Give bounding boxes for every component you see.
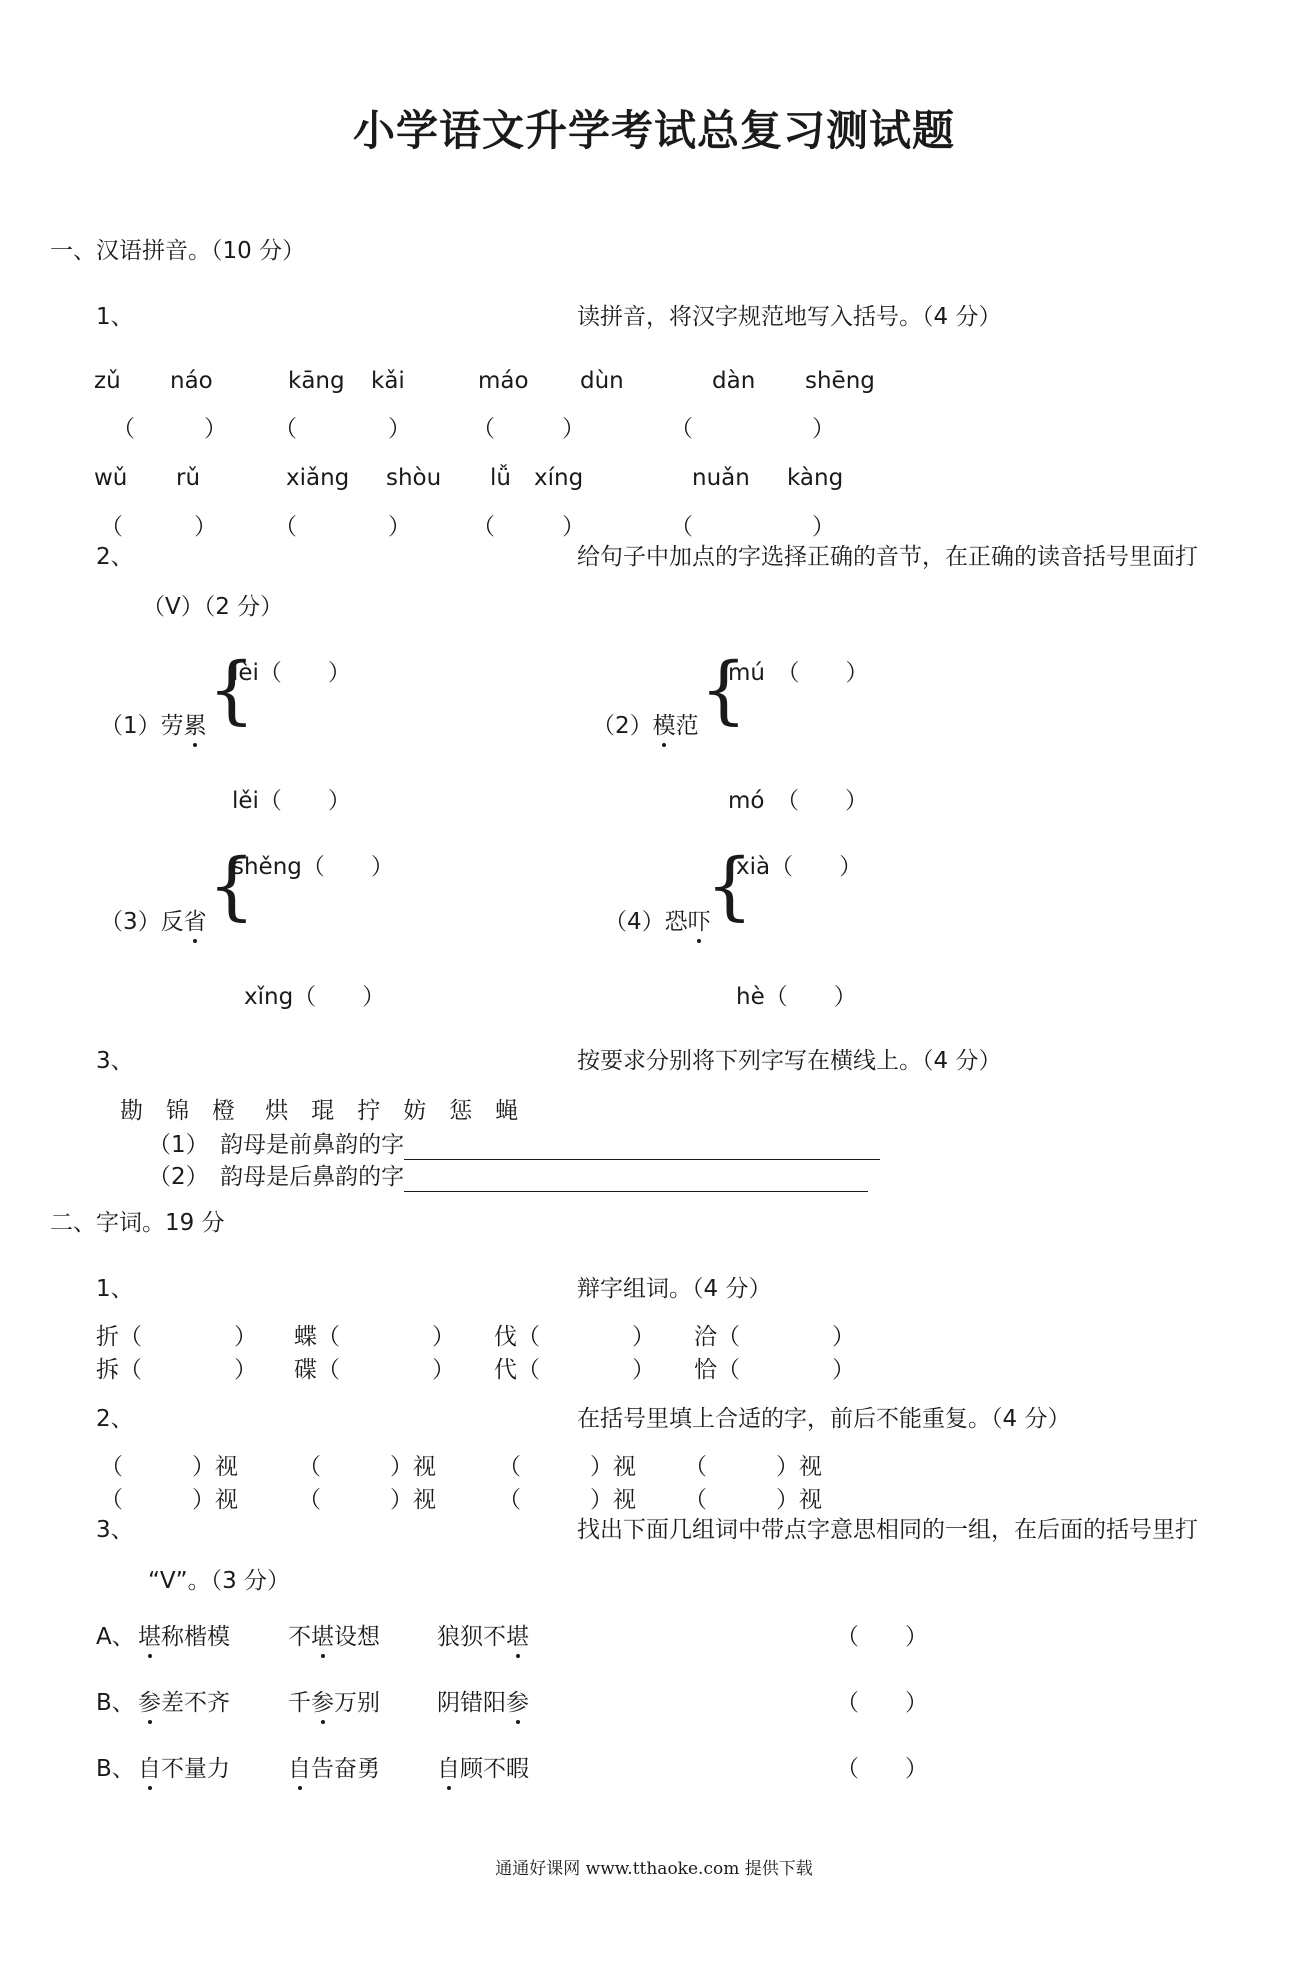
q1-3-text: 按要求分别将下列字写在横线上。（4 分）	[577, 1048, 1002, 1074]
pinyin-option: shěng（ ）	[232, 854, 394, 880]
word-pair: 代（ ）	[494, 1357, 655, 1383]
q1-3-number: 3、	[96, 1048, 134, 1074]
answer-paren-open: （	[274, 416, 297, 442]
word-item-2: （2）模范	[592, 713, 699, 739]
fill-cell: （ ）视	[298, 1487, 436, 1513]
pinyin: xiǎng	[286, 465, 350, 491]
pinyin-option: mú （ ）	[728, 660, 869, 686]
answer-paren-close: ）	[562, 416, 585, 442]
word-pair: 碟（ ）	[294, 1357, 455, 1383]
pinyin-option: lèi（ ）	[232, 660, 351, 686]
word-pair: 洽（ ）	[694, 1324, 855, 1350]
footer-text: 通通好课网 www.tthaoke.com 提供下载	[495, 1859, 813, 1879]
q2-1-text: 辩字组词。（4 分）	[577, 1276, 772, 1302]
word-pair: 伐（ ）	[494, 1324, 655, 1350]
option-word: 堪称楷模	[138, 1624, 230, 1650]
pinyin: dùn	[580, 368, 624, 394]
q2-3-text: 找出下面几组词中带点字意思相同的一组，在后面的括号里打	[577, 1517, 1198, 1543]
pinyin: shòu	[386, 465, 442, 491]
option-letter: B、	[96, 1756, 135, 1782]
fill-cell: （ ）视	[100, 1487, 238, 1513]
answer-paren: （ ）	[836, 1624, 928, 1650]
q1-3-sub-1: （1） 韵母是前鼻韵的字	[148, 1130, 880, 1160]
word-pair: 折（ ）	[96, 1324, 257, 1350]
answer-paren-open: （	[100, 514, 123, 540]
q2-1-number: 1、	[96, 1276, 134, 1302]
q1-3-sub-2: （2） 韵母是后鼻韵的字	[148, 1162, 868, 1192]
q2-3-text-continued: “V”。（3 分）	[148, 1568, 291, 1594]
q1-2-number: 2、	[96, 544, 134, 570]
option-word: 参差不齐	[138, 1690, 230, 1716]
brace-icon: {	[208, 843, 256, 929]
option-word: 不堪设想	[288, 1624, 380, 1650]
section-2-heading: 二、字词。19 分	[50, 1210, 225, 1236]
q1-1-text: 读拼音，将汉字规范地写入括号。（4 分）	[577, 304, 1002, 330]
fill-cell: （ ）视	[684, 1487, 822, 1513]
answer-paren-close: ）	[812, 416, 835, 442]
answer-line[interactable]	[404, 1165, 868, 1192]
answer-line[interactable]	[404, 1133, 880, 1160]
answer-paren-open: （	[670, 514, 693, 540]
answer-paren-open: （	[670, 416, 693, 442]
fill-cell: （ ）视	[100, 1454, 238, 1480]
pinyin: kǎi	[371, 368, 405, 394]
answer-paren-open: （	[472, 416, 495, 442]
option-letter: A、	[96, 1624, 135, 1650]
answer-paren-close: ）	[204, 416, 227, 442]
pinyin: nuǎn	[692, 465, 750, 491]
option-letter: B、	[96, 1690, 135, 1716]
pinyin: xíng	[534, 465, 584, 491]
pinyin-option: mó （ ）	[728, 788, 868, 814]
answer-paren-open: （	[274, 514, 297, 540]
brace-icon: {	[208, 647, 256, 733]
option-word: 千参万别	[288, 1690, 380, 1716]
q2-2-number: 2、	[96, 1406, 134, 1432]
q1-2-text: 给句子中加点的字选择正确的音节，在正确的读音括号里面打	[577, 544, 1198, 570]
answer-paren-open: （	[112, 416, 135, 442]
fill-cell: （ ）视	[498, 1454, 636, 1480]
pinyin-option: xià（ ）	[736, 854, 863, 880]
word-item-4: （4）恐吓	[604, 909, 711, 935]
answer-paren-close: ）	[562, 514, 585, 540]
option-word: 狼狈不堪	[437, 1624, 529, 1650]
brace-icon: {	[700, 647, 748, 733]
page-title: 小学语文升学考试总复习测试题	[352, 106, 955, 155]
answer-paren-close: ）	[194, 514, 217, 540]
option-word: 自顾不暇	[437, 1756, 529, 1782]
word-pair: 恰（ ）	[694, 1357, 855, 1383]
q2-2-text: 在括号里填上合适的字，前后不能重复。（4 分）	[577, 1406, 1071, 1432]
brace-icon: {	[706, 843, 754, 929]
word-pair: 蝶（ ）	[294, 1324, 455, 1350]
pinyin: zǔ	[94, 368, 121, 394]
pinyin: máo	[478, 368, 529, 394]
word-item-3: （3）反省	[100, 909, 207, 935]
pinyin-option: hè（ ）	[736, 984, 857, 1010]
pinyin: kāng	[288, 368, 345, 394]
pinyin: rǔ	[176, 465, 201, 491]
q1-1-number: 1、	[96, 304, 134, 330]
pinyin: dàn	[712, 368, 756, 394]
pinyin: kàng	[787, 465, 844, 491]
word-pair: 拆（ ）	[96, 1357, 257, 1383]
word-item-1: （1）劳累	[100, 713, 207, 739]
pinyin-option: xǐng（ ）	[244, 984, 386, 1010]
pinyin: lǚ	[490, 465, 511, 491]
answer-paren-close: ）	[388, 514, 411, 540]
pinyin: náo	[170, 368, 213, 394]
q1-2-text-continued: （V）（2 分）	[142, 594, 284, 620]
fill-cell: （ ）视	[684, 1454, 822, 1480]
pinyin-option: lěi（ ）	[232, 788, 351, 814]
answer-paren: （ ）	[836, 1690, 928, 1716]
option-word: 阴错阳参	[437, 1690, 529, 1716]
fill-cell: （ ）视	[498, 1487, 636, 1513]
q2-3-number: 3、	[96, 1517, 134, 1543]
fill-cell: （ ）视	[298, 1454, 436, 1480]
answer-paren-close: ）	[388, 416, 411, 442]
section-1-heading: 一、汉语拼音。（10 分）	[50, 238, 306, 264]
option-word: 自告奋勇	[288, 1756, 380, 1782]
pinyin: wǔ	[94, 465, 128, 491]
option-word: 自不量力	[138, 1756, 230, 1782]
answer-paren-open: （	[472, 514, 495, 540]
answer-paren-close: ）	[812, 514, 835, 540]
pinyin: shēng	[805, 368, 875, 394]
answer-paren: （ ）	[836, 1756, 928, 1782]
character-list: 勘 锦 橙 烘 琨 拧 妨 惩 蝇	[120, 1098, 519, 1124]
